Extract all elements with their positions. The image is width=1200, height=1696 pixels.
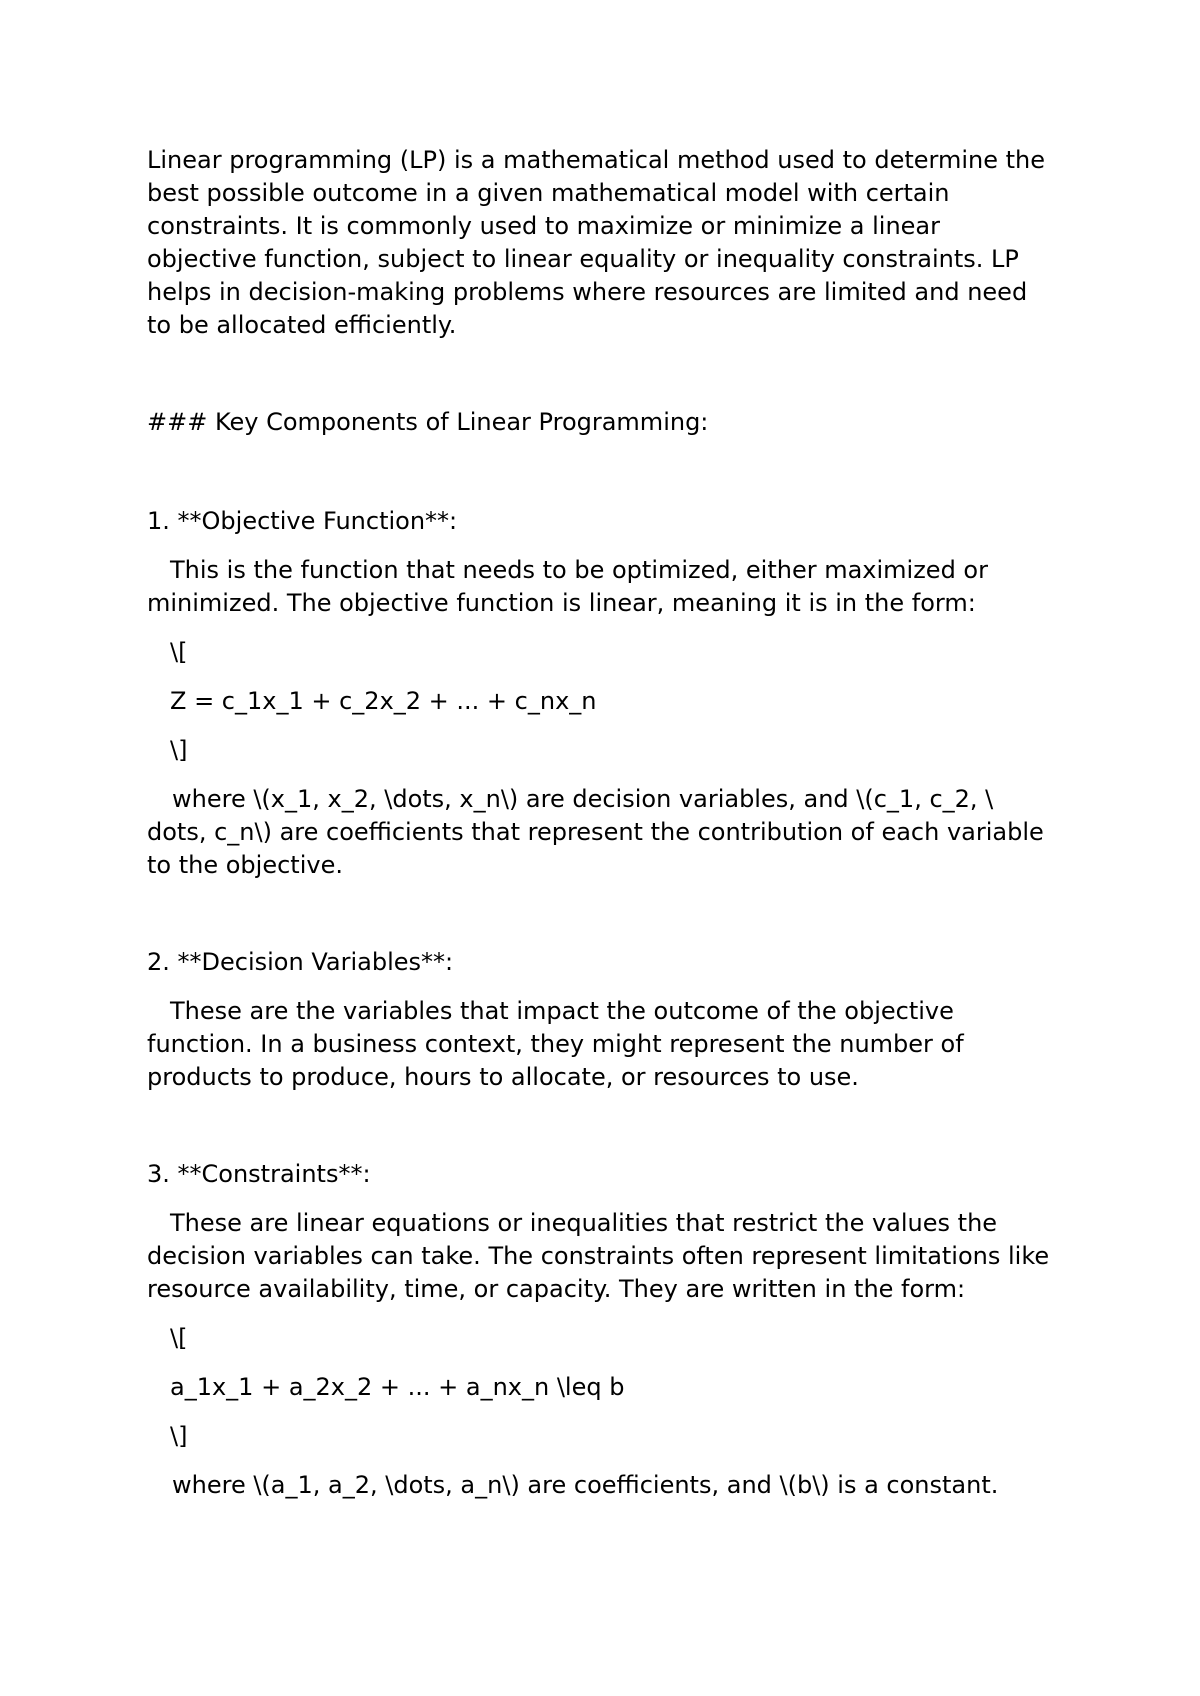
document-page <box>147 0 1077 1696</box>
formula: a_1x_1 + a_2x_2 + ... + a_nx_n \leq b <box>170 1373 625 1401</box>
formula-close: \] <box>170 1422 188 1450</box>
where-line: to the objective. <box>147 851 343 879</box>
section-body-line: This is the function that needs to be optimized, either maximized or <box>170 556 988 584</box>
where-line: where \(x_1, x_2, \dots, x_n\) are decision variables, and \(c_1, c_2, \ <box>172 785 994 813</box>
section-body-line: resource availability, time, or capacity. They are written in the form: <box>147 1275 966 1303</box>
intro-line: Linear programming (LP) is a mathematical method used to determine the <box>147 146 1045 174</box>
section-title-constraints: 3. **Constraints**: <box>147 1160 371 1188</box>
where-line: where \(a_1, a_2, \dots, a_n\) are coefficients, and \(b\) is a constant. <box>172 1471 999 1499</box>
formula-open: \[ <box>170 1324 188 1352</box>
intro-line: constraints. It is commonly used to maximize or minimize a linear <box>147 212 941 240</box>
section-body-line: decision variables can take. The constraints often represent limitations like <box>147 1242 1050 1270</box>
section-title-objective-function: 1. **Objective Function**: <box>147 507 458 535</box>
section-body-line: products to produce, hours to allocate, or resources to use. <box>147 1063 859 1091</box>
section-body-line: function. In a business context, they might represent the number of <box>147 1030 964 1058</box>
intro-line: best possible outcome in a given mathematical model with certain <box>147 179 950 207</box>
formula-close: \] <box>170 736 188 764</box>
section-body-line: minimized. The objective function is linear, meaning it is in the form: <box>147 589 976 617</box>
formula: Z = c_1x_1 + c_2x_2 + ... + c_nx_n <box>170 687 597 715</box>
section-body-line: These are linear equations or inequalities that restrict the values the <box>170 1209 998 1237</box>
section-body-line: These are the variables that impact the outcome of the objective <box>170 997 954 1025</box>
formula-open: \[ <box>170 638 188 666</box>
intro-line: objective function, subject to linear equality or inequality constraints. LP <box>147 245 1019 273</box>
intro-line: to be allocated efficiently. <box>147 311 457 339</box>
where-line: dots, c_n\) are coefficients that represent the contribution of each variable <box>147 818 1044 846</box>
section-title-decision-variables: 2. **Decision Variables**: <box>147 948 454 976</box>
section-heading: ### Key Components of Linear Programming: <box>147 408 709 436</box>
intro-line: helps in decision-making problems where resources are limited and need <box>147 278 1028 306</box>
